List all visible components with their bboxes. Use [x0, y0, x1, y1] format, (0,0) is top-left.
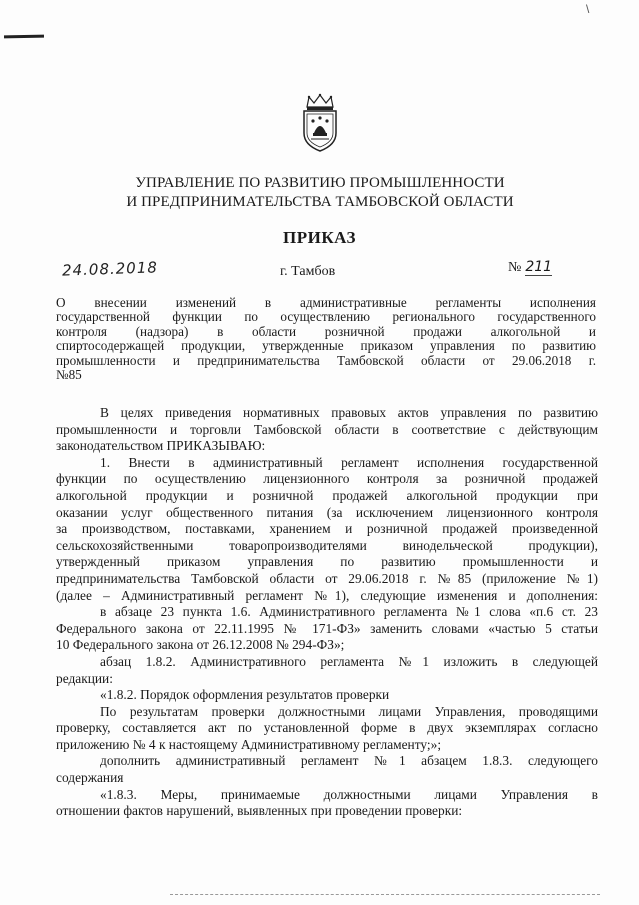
body-line: функции по осуществлению лицензионного контроля за розничной продажей — [56, 471, 598, 487]
number-sign: № — [508, 260, 522, 275]
body-line: в абзаце 23 пункта 1.6. Административного регламента №1 слова «п.6 ст. 23 — [100, 604, 598, 620]
authority-line: УПРАВЛЕНИЕ ПО РАЗВИТИЮ ПРОМЫШЛЕННОСТИ — [135, 175, 505, 191]
body-line: сельскохозяйственными товаропроизводителями винодельческой продукции), — [56, 537, 598, 553]
body-line: «1.8.2. Порядок оформления результатов проверки — [100, 687, 390, 703]
subject-line: О внесении изменений в административные регламенты исполнения — [56, 295, 596, 310]
body-line: абзац 1.8.2. Административного регламента №1 изложить в следующей — [100, 653, 598, 669]
body-line: промышленности и торговли Тамбовской области в соответствие с действующим — [56, 421, 598, 437]
body-line: алкогольной продукции и розничной продажей алкогольной продукции при — [56, 487, 598, 503]
subject-line: промышленности и предпринимательства Тамбовской области от 29.06.2018 г. — [56, 352, 596, 368]
subject-line: №85 — [56, 367, 82, 383]
body-line: Федерального закона от 22.11.1995 № 171-ФЗ» заменить словами «частью 5 статьи — [56, 620, 598, 636]
issuing-authority — [60, 174, 580, 212]
body-line: 10 Федерального закона от 26.12.2008 № 294-ФЗ»; — [56, 637, 345, 653]
body-line: приложению № 4 к настоящему Административному регламенту;»; — [56, 736, 442, 752]
subject-line: контроля (надзора) в области розничной продажи алкогольной и — [56, 323, 596, 339]
city-label: г. Тамбов — [280, 264, 336, 279]
handwritten-number: 211 — [525, 259, 553, 275]
body-line: (далее – Административный регламент №1), следующие изменения и дополнения: — [56, 587, 598, 603]
order-subject — [56, 296, 596, 382]
body-line: проверку, составляется акт по установленной форме в двух экземплярах согласно — [56, 720, 598, 736]
body-line: «1.8.3. Меры, принимаемые должностными лицами Управления в — [100, 786, 598, 802]
authority-line: И ПРЕДПРИНИМАТЕЛЬСТВА ТАМБОВСКОЙ ОБЛАСТИ — [126, 194, 514, 210]
body-line: утвержденный приказом управления по развитию промышленности и — [56, 554, 598, 570]
subject-line: спиртосодержащей продукции, утвержденные приказом управления по развитию — [56, 338, 596, 354]
body-line: оказании услуг общественного питания (за исключением лицензионного контроля — [56, 504, 598, 520]
page-number: \ — [586, 2, 590, 16]
order-body — [56, 405, 598, 820]
handwritten-date: 24.08.2018 — [61, 258, 159, 280]
subject-line: государственной функции по осуществлению регионального государственного — [56, 309, 596, 325]
scan-artifact-mark — [4, 35, 44, 39]
tambov-coat-of-arms-icon — [299, 93, 341, 153]
body-line: дополнить административный регламент №1 абзацем 1.8.3. следующего — [100, 753, 598, 769]
body-line: законодательством ПРИКАЗЫВАЮ: — [56, 438, 266, 454]
body-line: В целях приведения нормативных правовых актов управления по развитию — [100, 405, 598, 420]
body-line: отношении фактов нарушений, выявленных при проведении проверки: — [56, 803, 463, 819]
body-line: за производством, поставками, хранением и розничной продажей произведенной — [56, 521, 598, 537]
scan-bottom-edge — [170, 894, 600, 895]
order-number — [508, 259, 552, 276]
document-type-title: ПРИКАЗ — [283, 228, 356, 247]
body-line: содержания — [56, 770, 124, 786]
body-line: редакции: — [56, 670, 113, 686]
body-line: По результатам проверки должностными лицами Управления, проводящими — [100, 703, 598, 719]
body-line: 1. Внести в административный регламент исполнения государственной — [100, 454, 598, 470]
body-line: предпринимательства Тамбовской области от 29.06.2018 г. №85 (приложение №1) — [56, 570, 598, 586]
